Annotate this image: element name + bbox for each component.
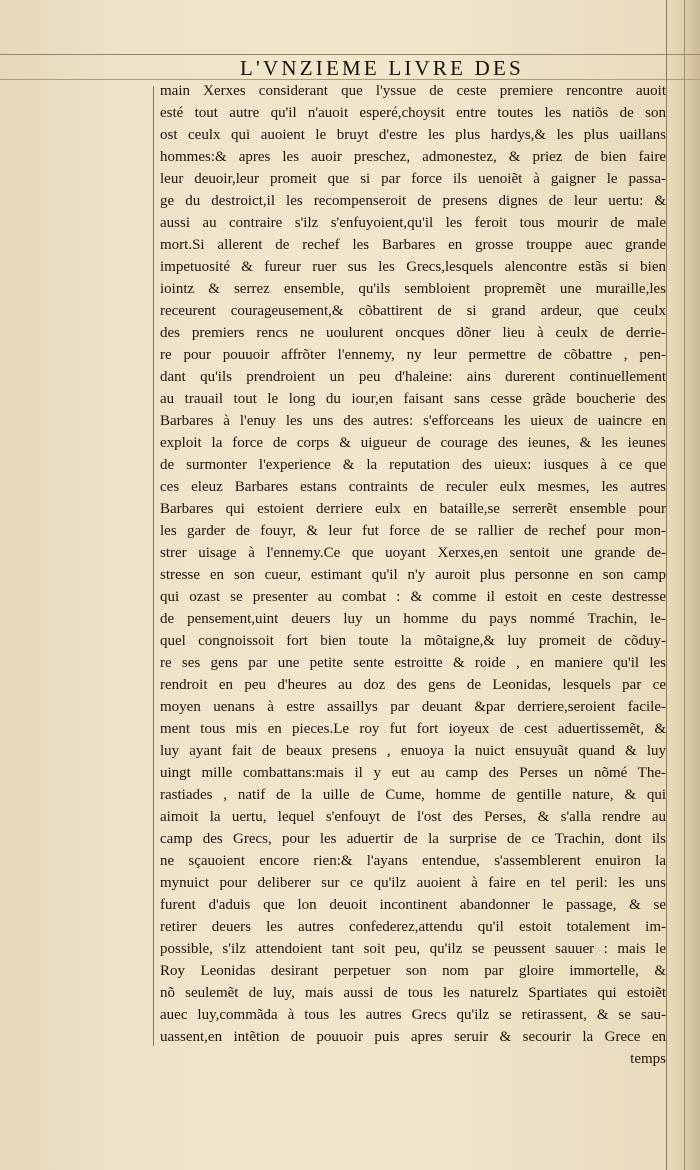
text-line: iointz & serrez ensemble, qu'ils sembloient propremẽt une muraille,les bbox=[160, 281, 666, 297]
text-line: leur deuoir,leur promeit que si par force ils uenoiẽt à gaigner le passa- bbox=[160, 171, 666, 187]
text-line: les garder de fouyr, & leur fut force de se rallier de rechef pour mon- bbox=[160, 523, 666, 539]
text-line: Barbares qui estoient derriere eulx en bataille,se serrerẽt ensemble pour bbox=[160, 501, 666, 517]
text-line: au trauail tout le long du iour,en faisant sans cesse grãde boucherie des bbox=[160, 391, 666, 407]
text-line: furent d'aduis que lon deuoit incontinent abandonner le passage, & se bbox=[160, 897, 666, 913]
text-line: temps bbox=[630, 1051, 666, 1067]
text-line: Barbares à l'enuy les uns des autres: s'efforceans les uieux de uaincre en bbox=[160, 413, 666, 429]
text-line: dant qu'ils prendroient un peu d'haleine: ains durerent continuellement bbox=[160, 369, 666, 385]
text-line: de surmonter l'experience & la reputation des uieux: iusques à ce que bbox=[160, 457, 666, 473]
text-line: ne sçauoient encore rien:& l'ayans entendue, s'assemblerent enuiron la bbox=[160, 853, 666, 869]
text-line: receurent courageusement,& cõbattirent de si grand ardeur, que ceulx bbox=[160, 303, 666, 319]
text-line: retirer deuers les autres confederez,attendu qu'il estoit totalement im- bbox=[160, 919, 666, 935]
text-line: luy ayant fait de beaux presens , enuoya la nuict ensuyuãt quand & luy bbox=[160, 743, 666, 759]
text-line: hommes:& apres les auoir preschez, admonestez, & priez de bien faire bbox=[160, 149, 666, 165]
text-line: qui ozast se presenter au combat : & comme il estoit en ceste destresse bbox=[160, 589, 666, 605]
text-line: mynuict pour deliberer sur ce qu'ilz auoient à faire en tel peril: les uns bbox=[160, 875, 666, 891]
text-line: quel congnoissoit fort bien toute la mõtaigne,& luy promeit de cõduy- bbox=[160, 633, 666, 649]
text-line: esté tout autre qu'il n'auoit esperé,choysit entre toutes les natiõs de son bbox=[160, 105, 666, 121]
outer-edge-rule bbox=[684, 0, 685, 1170]
running-head: L'VNZIEME LIVRE DES bbox=[240, 56, 524, 80]
text-line: stresse en son cueur, estimant qu'il n'y auroit plus personne en son camp bbox=[160, 567, 666, 583]
text-line: ces eleuz Barbares estans contraints de reculer eulx mesmes, les autres bbox=[160, 479, 666, 495]
right-margin-rule bbox=[666, 0, 667, 1170]
text-line: de pensement,uint deuers luy un homme du pays nommé Trachin, le- bbox=[160, 611, 666, 627]
text-line: moyen uenans à estre assaillys par deuant &par derriere,seroient facile- bbox=[160, 699, 666, 715]
text-line: rastiades , natif de la uille de Cume, homme de gentille nature, & qui bbox=[160, 787, 666, 803]
header-rule bbox=[0, 54, 700, 55]
text-line: uingt mille combattans:mais il y eut au camp des Perses un nõmé The- bbox=[160, 765, 666, 781]
text-line: aimoit la uertu, lequel s'enfouyt de l'ost des Perses, & s'alla rendre au bbox=[160, 809, 666, 825]
text-line: camp des Grecs, pour les aduertir de la surprise de ce Trachin, dont ils bbox=[160, 831, 666, 847]
page-edge-shadow bbox=[666, 0, 700, 1170]
text-line: rendroit en peu d'heures au doz des gens de Leonidas, lesquels par ce bbox=[160, 677, 666, 693]
text-line: aussi au contraire s'ilz s'enfuyoient,qu'il les feroit tous mourir de male bbox=[160, 215, 666, 231]
text-line: main Xerxes considerant que l'yssue de ceste premiere rencontre auoit bbox=[160, 83, 666, 99]
body-text bbox=[160, 80, 666, 1070]
text-line: possible, s'ilz attendoient tant soit peu, qu'ilz se peussent sauuer : mais le bbox=[160, 941, 666, 957]
text-line: ment tous mis en pieces.Le roy fut fort ioyeux de cest aduertissemẽt, & bbox=[160, 721, 666, 737]
text-line: auec luy,commãda à tous les autres Grecs qu'ilz se retirassent, & se sau- bbox=[160, 1007, 666, 1023]
text-line: Roy Leonidas desirant perpetuer son nom par gloire immortelle, & bbox=[160, 963, 666, 979]
left-margin-rule bbox=[153, 86, 154, 1046]
text-line: exploit la force de corps & uigueur de courage des ieunes, & les ieunes bbox=[160, 435, 666, 451]
text-line: ost ceulx qui auoient le bruyt d'estre les plus hardys,& les plus uaillans bbox=[160, 127, 666, 143]
text-line: strer uisage à l'ennemy.Ce que uoyant Xerxes,en sentoit une grande de- bbox=[160, 545, 666, 561]
text-line: mort.Si allerent de rechef les Barbares en grosse trouppe auec grande bbox=[160, 237, 666, 253]
text-line: re ses gens par une petite sente estroitte & roide , en maniere qu'il les bbox=[160, 655, 666, 671]
text-line: nõ seulemẽt de luy, mais aussi de tous les naturelz Spartiates qui estoiẽt bbox=[160, 985, 666, 1001]
text-line: re pour pouuoir affrõter l'ennemy, ny leur permettre de cõbattre , pen- bbox=[160, 347, 666, 363]
text-line: des premiers rencs ne uoulurent oncques dõner lieu à ceulx de derrie- bbox=[160, 325, 666, 341]
text-line: ge du destroict,il les recompenseroit de presens dignes de leur uertu: & bbox=[160, 193, 666, 209]
text-line: uassent,en intẽtion de pouuoir puis apres seruir & secourir la Grece en bbox=[160, 1029, 666, 1045]
text-line: impetuosité & fureur ruer sus les Grecs,lesquels alencontre estãs si bien bbox=[160, 259, 666, 275]
